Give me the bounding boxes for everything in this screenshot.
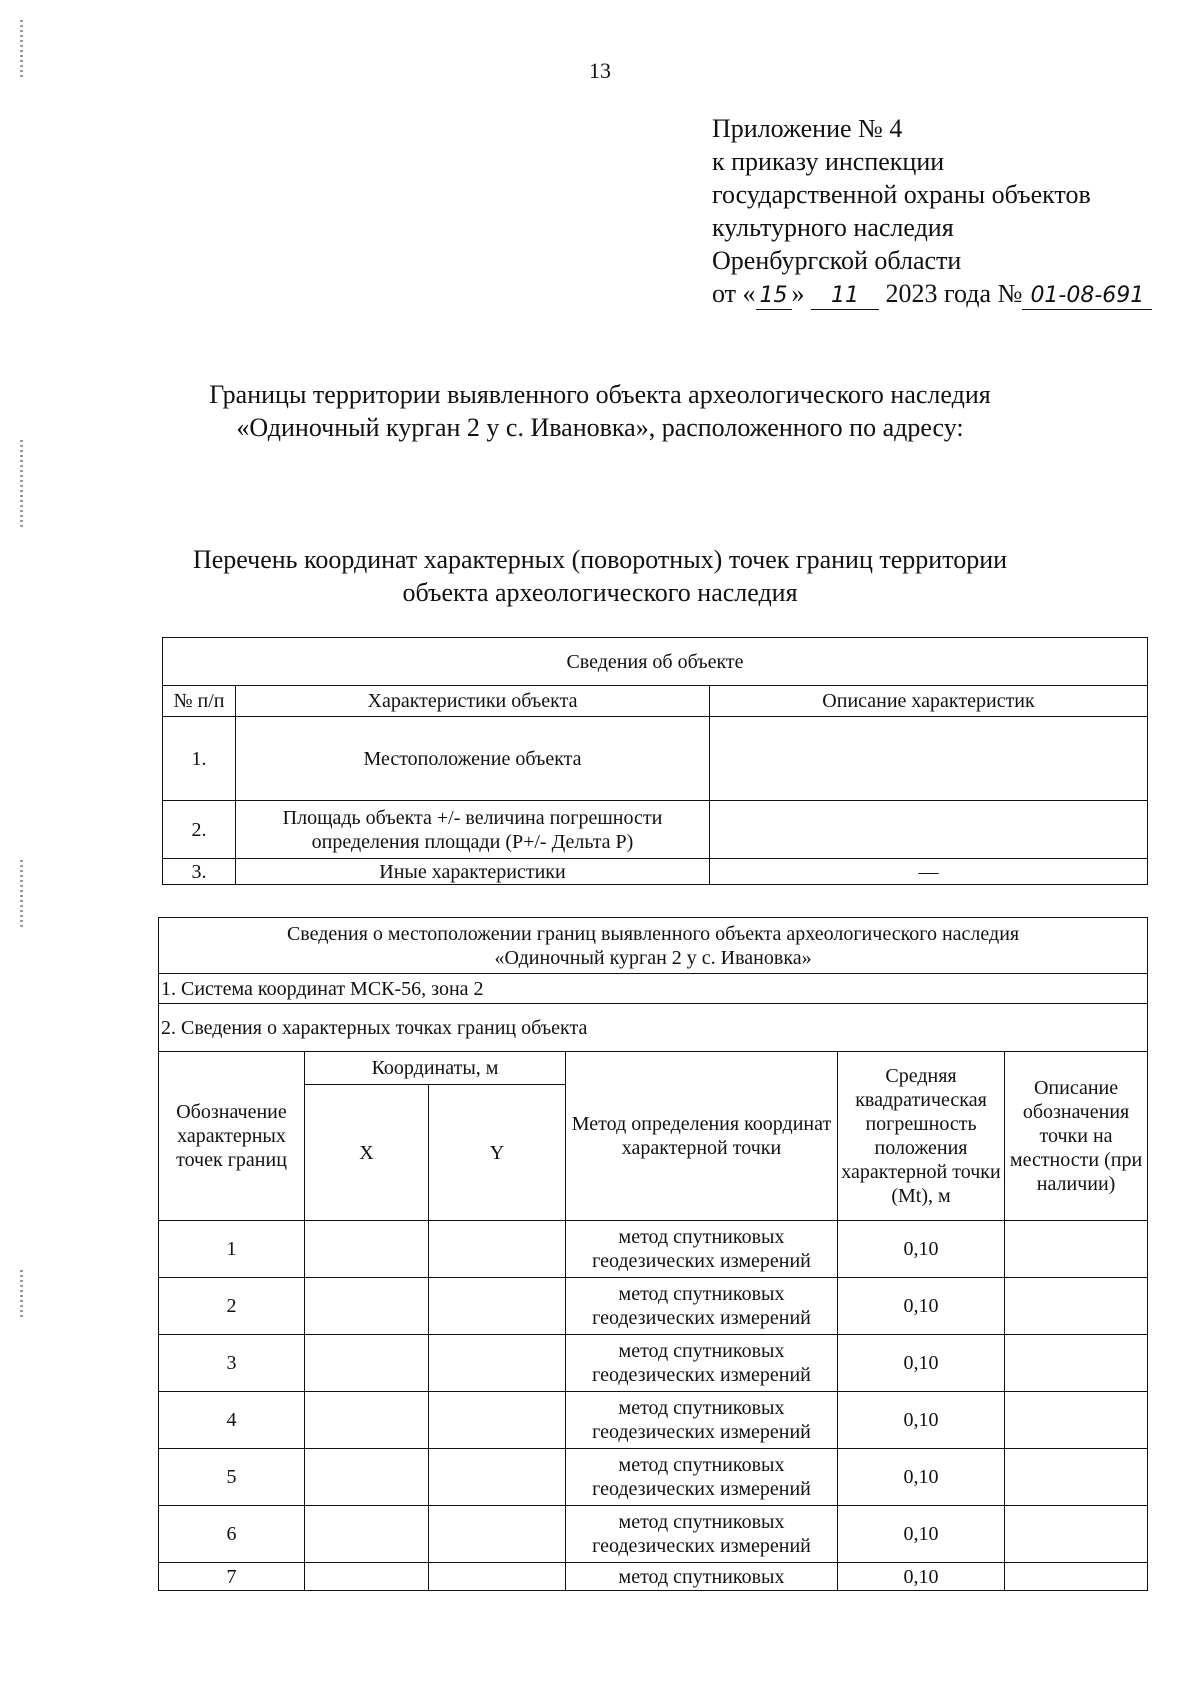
point-id: 4	[159, 1392, 305, 1449]
point-description	[1005, 1221, 1148, 1278]
row-num: 1.	[163, 717, 236, 801]
appendix-line: государственной охраны объектов	[712, 180, 1091, 209]
appendix-line: Оренбургской области	[712, 246, 962, 275]
header-description: Описание характеристик	[710, 686, 1148, 717]
row-num: 3.	[163, 859, 236, 885]
scan-artifact	[20, 440, 23, 530]
point-y	[429, 1392, 566, 1449]
month-separator: »	[791, 279, 805, 308]
appendix-line: к приказу инспекции	[712, 147, 945, 176]
point-method: метод спутниковых геодезических измерений	[566, 1506, 838, 1563]
row-desc	[710, 801, 1148, 859]
point-method: метод спутниковых геодезических измерений	[566, 1278, 838, 1335]
table-row	[159, 1392, 1148, 1449]
point-y	[429, 1563, 566, 1591]
table-row	[163, 717, 1148, 801]
list-title-line: Перечень координат характерных (поворотных) точек границ территории	[192, 545, 1008, 574]
header-designation: Обозначение характерных точек границ	[159, 1052, 305, 1221]
row-num: 2.	[163, 801, 236, 859]
header-characteristic: Характеристики объекта	[236, 686, 710, 717]
header-x: X	[305, 1085, 429, 1221]
point-y	[429, 1278, 566, 1335]
appendix-line: Приложение № 4	[712, 114, 903, 143]
table-row	[159, 1278, 1148, 1335]
table-row	[163, 859, 1148, 885]
point-id: 7	[159, 1563, 305, 1591]
coordinate-system: 1. Система координат МСК-56, зона 2	[159, 974, 1148, 1004]
coordinates-table	[158, 917, 1148, 1591]
point-error: 0,10	[838, 1392, 1005, 1449]
point-id: 6	[159, 1506, 305, 1563]
appendix-header	[712, 112, 1152, 310]
point-method: метод спутниковых	[566, 1563, 838, 1591]
table-row	[163, 801, 1148, 859]
caption-line: «Одиночный курган 2 у с. Ивановка»	[494, 946, 812, 969]
point-x	[305, 1392, 429, 1449]
object-info-table	[162, 637, 1148, 885]
table-row	[159, 1563, 1148, 1591]
title-line: Границы территории выявленного объекта археологического наследия	[209, 380, 991, 409]
point-error: 0,10	[838, 1449, 1005, 1506]
title-line: «Одиночный курган 2 у с. Ивановка», расположенного по адресу:	[236, 413, 964, 442]
header-error: Средняя квадратическая погрешность положения характерной точки (Mt), м	[838, 1052, 1005, 1221]
date-prefix: от «	[712, 279, 756, 308]
table-row	[159, 1221, 1148, 1278]
point-id: 5	[159, 1449, 305, 1506]
header-y: Y	[429, 1085, 566, 1221]
header-coordinates: Координаты, м	[305, 1052, 566, 1085]
row-desc: —	[710, 859, 1148, 885]
point-description	[1005, 1506, 1148, 1563]
coords-table-caption	[159, 918, 1148, 974]
point-x	[305, 1335, 429, 1392]
handwritten-day: 15	[756, 283, 792, 310]
point-x	[305, 1221, 429, 1278]
point-y	[429, 1449, 566, 1506]
point-x	[305, 1449, 429, 1506]
point-error: 0,10	[838, 1335, 1005, 1392]
point-y	[429, 1221, 566, 1278]
row-name: Площадь объекта +/- величина погрешности определения площади (Р+/- Дельта Р)	[236, 801, 710, 859]
point-method: метод спутниковых геодезических измерений	[566, 1449, 838, 1506]
point-y	[429, 1335, 566, 1392]
appendix-date-line	[712, 277, 1152, 310]
point-description	[1005, 1278, 1148, 1335]
appendix-line: культурного наследия	[712, 213, 954, 242]
point-y	[429, 1506, 566, 1563]
point-id: 2	[159, 1278, 305, 1335]
handwritten-month: 11	[811, 283, 879, 310]
row-desc	[710, 717, 1148, 801]
list-title-line: объекта археологического наследия	[402, 578, 798, 607]
point-description	[1005, 1392, 1148, 1449]
row-name: Иные характеристики	[236, 859, 710, 885]
points-section-title: 2. Сведения о характерных точках границ объекта	[159, 1004, 1148, 1052]
point-error: 0,10	[838, 1278, 1005, 1335]
list-title	[0, 543, 1200, 609]
point-method: метод спутниковых геодезических измерений	[566, 1221, 838, 1278]
handwritten-order-number: 01-08-691	[1022, 283, 1152, 310]
point-description	[1005, 1335, 1148, 1392]
point-x	[305, 1278, 429, 1335]
header-num: № п/п	[163, 686, 236, 717]
point-method: метод спутниковых геодезических измерений	[566, 1335, 838, 1392]
header-method: Метод определения координат характерной точки	[566, 1052, 838, 1221]
scan-artifact	[20, 1270, 23, 1320]
point-error: 0,10	[838, 1506, 1005, 1563]
table-row	[159, 1449, 1148, 1506]
point-id: 1	[159, 1221, 305, 1278]
caption-line: Сведения о местоположении границ выявленного объекта археологического наследия	[286, 922, 1020, 945]
point-id: 3	[159, 1335, 305, 1392]
point-error: 0,10	[838, 1563, 1005, 1591]
page-number: 13	[589, 58, 611, 83]
year-text: 2023 года №	[885, 279, 1023, 308]
header-point-description: Описание обозначения точки на местности (при наличии)	[1005, 1052, 1148, 1221]
row-name: Местоположение объекта	[236, 717, 710, 801]
document-title	[0, 378, 1200, 444]
point-description	[1005, 1449, 1148, 1506]
point-method: метод спутниковых геодезических измерений	[566, 1392, 838, 1449]
table-row	[159, 1506, 1148, 1563]
point-x	[305, 1506, 429, 1563]
object-table-caption: Сведения об объекте	[163, 638, 1148, 686]
table-row	[159, 1335, 1148, 1392]
point-description	[1005, 1563, 1148, 1591]
scan-artifact	[20, 860, 23, 930]
point-x	[305, 1563, 429, 1591]
point-error: 0,10	[838, 1221, 1005, 1278]
